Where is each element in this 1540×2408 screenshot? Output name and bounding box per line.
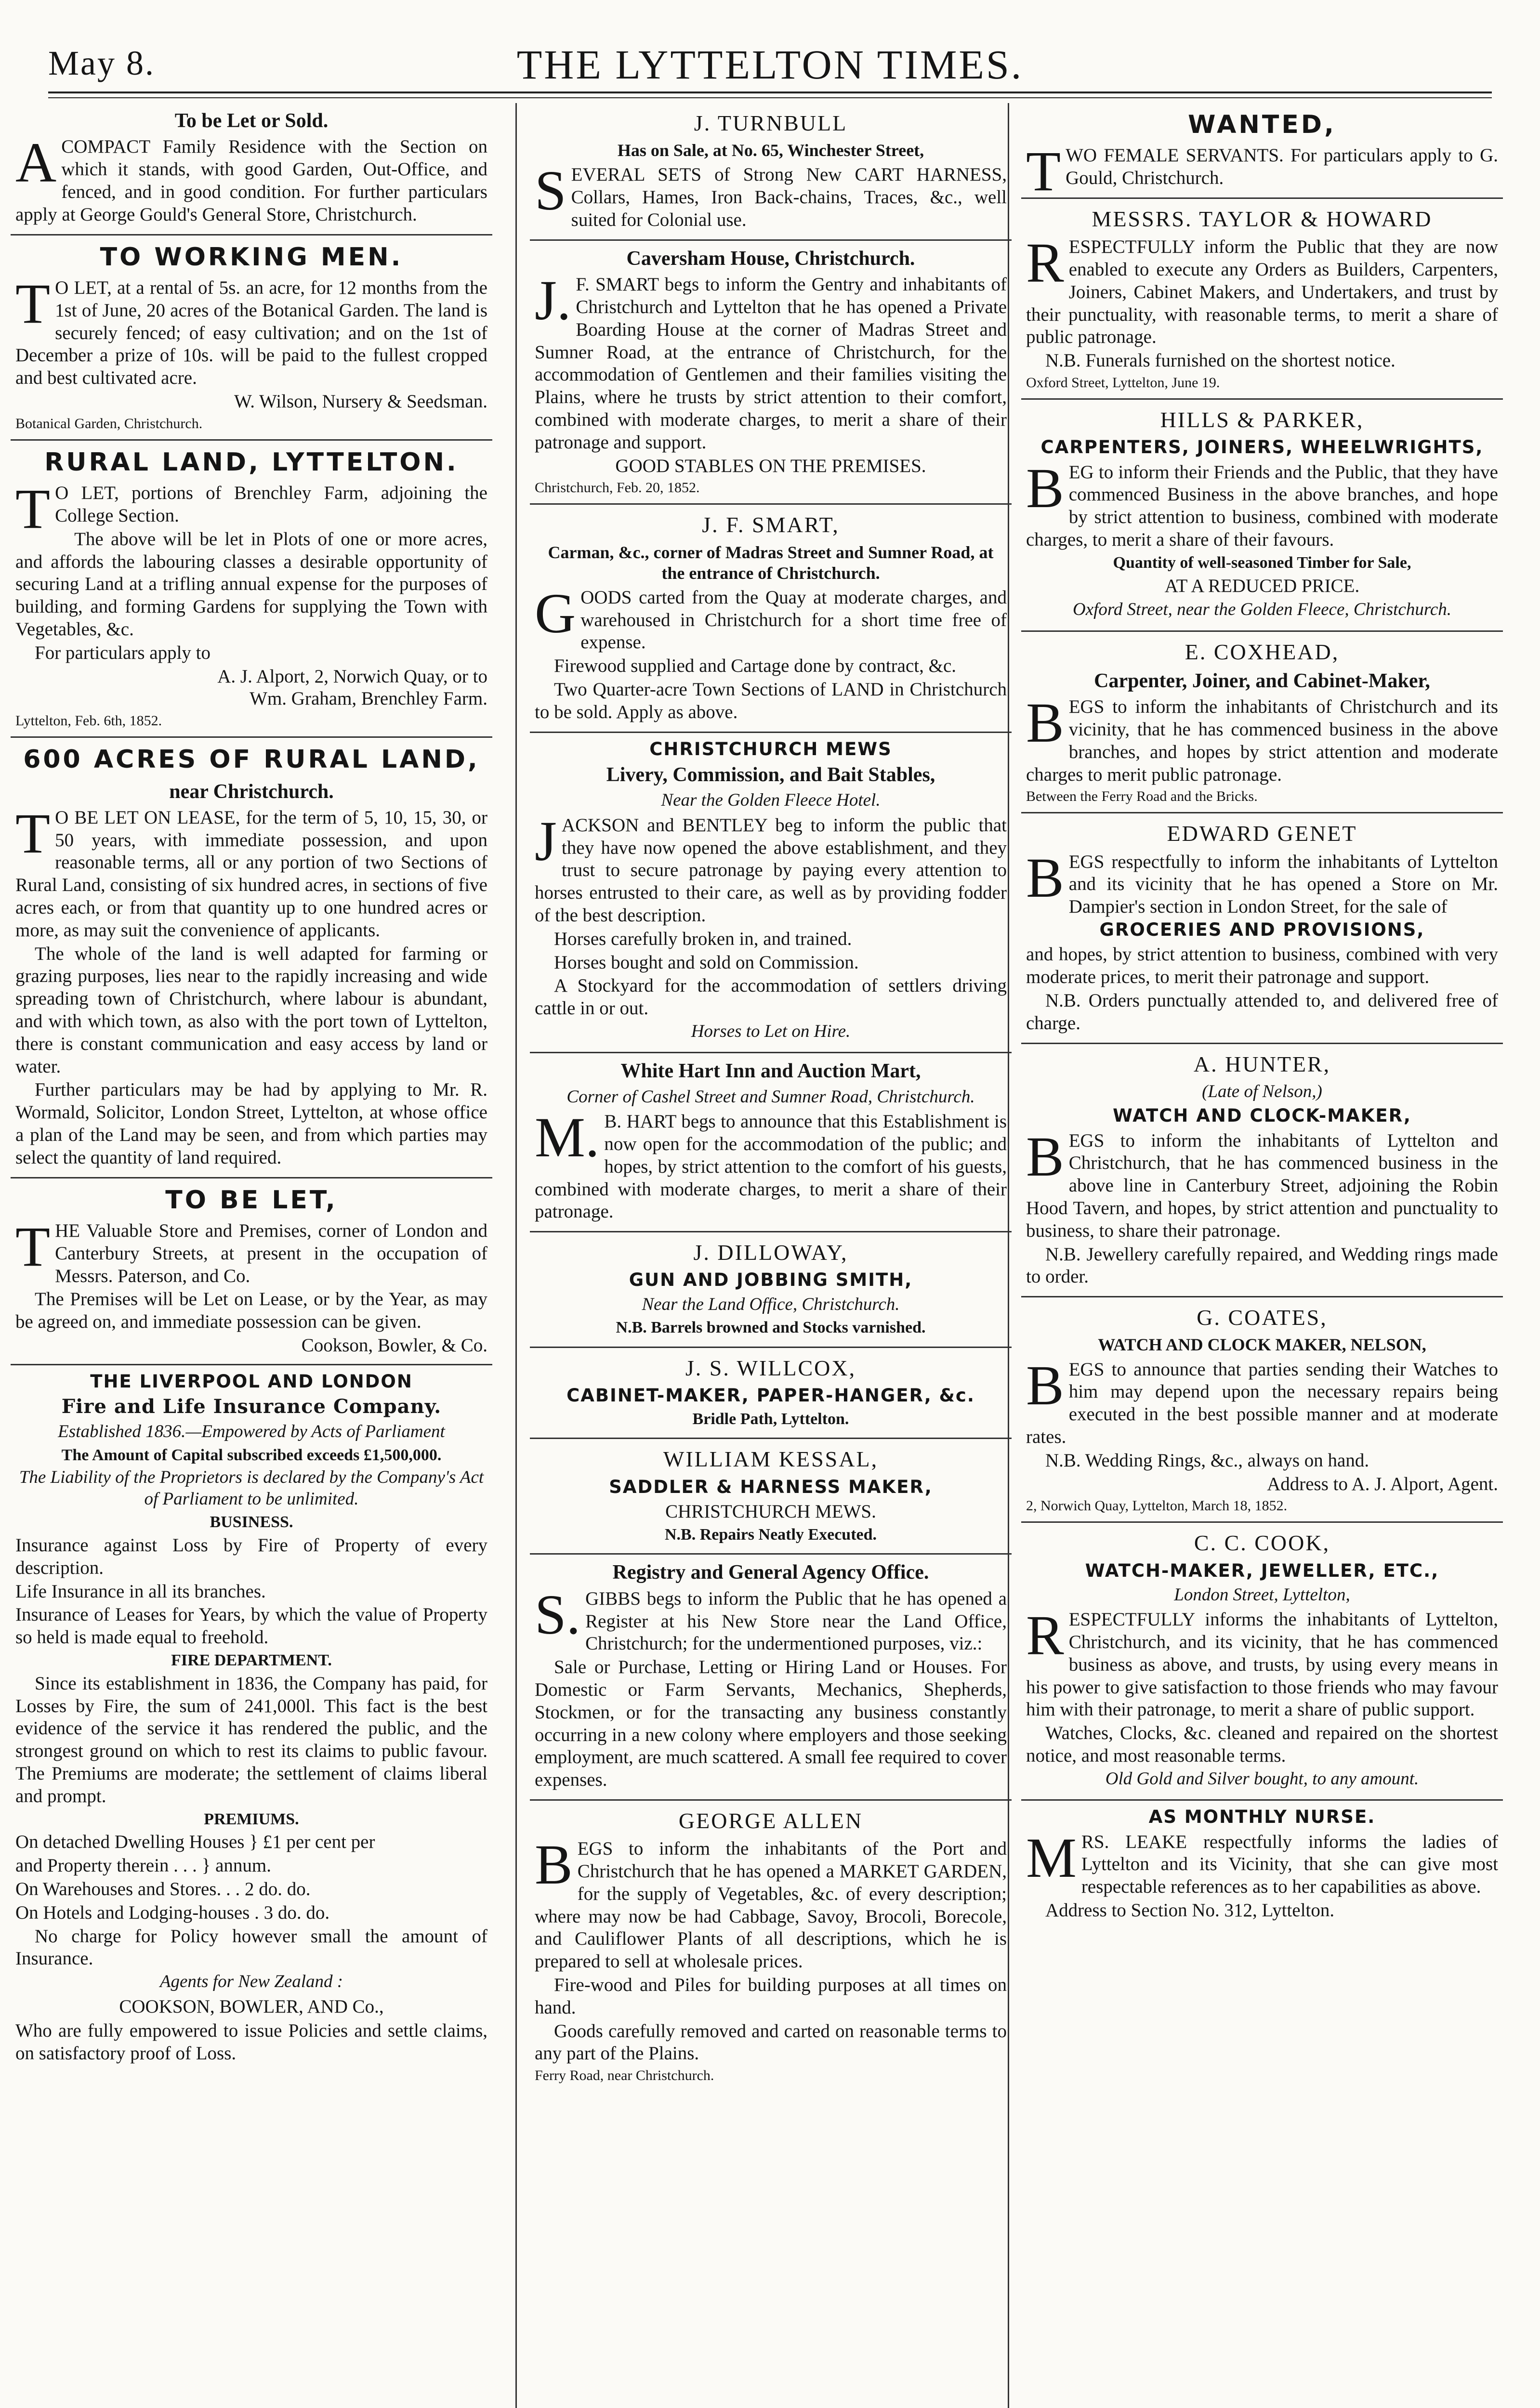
ad-body: BEGS respectfully to inform the inhabitants of Lyttelton and its vicinity that he has opened a Store on Mr. Dampier's section in London Street, for the sale of	[1026, 846, 1498, 917]
ad-title: To be Let or Sold.	[174, 110, 329, 132]
ad-footer: Between the Ferry Road and the Bricks.	[1026, 788, 1258, 805]
ad-subtitle: WATCH AND CLOCK MAKER, NELSON,	[1098, 1335, 1426, 1355]
ad-cook	[1021, 1523, 1503, 1801]
ad-body: THE Valuable Store and Premises, corner of London and Canterbury Streets, at present in the occupation of Messrs. Paterson, and Co.	[15, 1215, 487, 1286]
ad-body: The Premises will be Let on Lease, or by the Year, as may be agreed on, and immediate possession can be given.	[15, 1289, 487, 1333]
section-heading: FIRE DEPARTMENT.	[171, 1651, 332, 1669]
ad-body: Who are fully empowered to issue Policies and settle claims, on satisfactory proof of Loss.	[15, 2020, 487, 2064]
ad-body: S.GIBBS begs to inform the Public that he has opened a Register at his New Store near the Land Office, Christchurch; for the undermentioned purposes, viz.:	[535, 1583, 1007, 1654]
ad-title: WANTED,	[1188, 110, 1336, 139]
ad-to-let-or-sold	[11, 103, 492, 236]
premium-row: and Property therein . . . } annum.	[15, 1855, 272, 1876]
ad-liability: The Liability of the Proprietors is declared by the Company's Act of Parliament to be unlimited.	[19, 1467, 484, 1509]
agents-heading: Agents for New Zealand :	[159, 1972, 343, 1992]
ad-subtitle: Has on Sale, at No. 65, Winchester Street,	[617, 141, 924, 160]
ad-subtitle: WATCH AND CLOCK-MAKER,	[1113, 1105, 1411, 1126]
ad-body: Since its establishment in 1836, the Company has paid, for Losses by Fire, the sum of 241,000l. This fact is the best evidence of the service it has rendered the public, and the strongest ground on which to rest its claims to public favour. The Premiums are moderate; the settlement of claims liberal and prompt.	[15, 1673, 487, 1806]
ad-coates	[1021, 1297, 1503, 1523]
ad-rural-land-lyttelton	[11, 441, 492, 738]
ad-to-be-let	[11, 1178, 492, 1365]
ad-title: TO BE LET,	[165, 1185, 338, 1215]
ad-body: ACOMPACT Family Residence with the Section on which it stands, with good Garden, Out-Office, and fenced, and in good condition. For further particulars apply at George Gould's General Store, Christchurch.	[15, 131, 487, 225]
ad-title: THE LIVERPOOL AND LONDON	[90, 1371, 413, 1392]
ad-title: MESSRS. TAYLOR & HOWARD	[1092, 206, 1433, 231]
ad-body: The above will be let in Plots of one or more acres, and affords the labouring classes a desirable opportunity of securing Land at a trifling annual expense for the purposes of building, and forming Gardens for supplying the Town with Vegetables, &c.	[15, 528, 487, 640]
ad-body: Insurance against Loss by Fire of Property of every description.	[15, 1534, 487, 1578]
ad-body: and hopes, by strict attention to business, combined with very moderate prices, to merit their patronage and support.	[1026, 944, 1498, 988]
ad-body: Firewood supplied and Cartage done by contract, &c.	[554, 655, 957, 677]
ad-subtitle: WATCH-MAKER, JEWELLER, ETC.,	[1085, 1560, 1439, 1581]
ad-signature: A. J. Alport, 2, Norwich Quay, or to	[217, 666, 487, 687]
ad-footer: Ferry Road, near Christchurch.	[535, 2068, 714, 2084]
ad-body: TO LET, portions of Brenchley Farm, adjoining the College Section.	[15, 477, 487, 541]
ad-title: CHRISTCHURCH MEWS	[649, 738, 892, 759]
ad-taylor-howard	[1021, 199, 1503, 400]
ad-title: HILLS & PARKER,	[1160, 407, 1364, 432]
ad-subtitle: GUN AND JOBBING SMITH,	[629, 1269, 913, 1291]
ad-body: N.B. Wedding Rings, &c., always on hand.	[1045, 1450, 1369, 1471]
ad-body: Address to Section No. 312, Lyttelton.	[1045, 1900, 1335, 1921]
section-heading: PREMIUMS.	[204, 1810, 299, 1828]
ad-capital: The Amount of Capital subscribed exceeds £1,500,000.	[61, 1446, 442, 1464]
ad-signature: Cookson, Bowler, & Co.	[301, 1335, 487, 1356]
ad-established: Established 1836.—Empowered by Acts of Parliament	[58, 1422, 445, 1442]
ad-body: SEVERAL SETS of Strong New CART HARNESS, Collars, Hames, Iron Back-chains, Traces, &c., well suited for Colonial use.	[535, 159, 1007, 230]
column-2	[530, 103, 1012, 2408]
ad-body: RESPECTFULLY inform the Public that they are now enabled to execute any Orders as Builders, Carpenters, Joiners, Cabinet Makers, and Undertakers, and trust by their punctuality, with reasonable terms, to merit a share of public patronage.	[1026, 231, 1498, 348]
ad-george-allen	[530, 1801, 1012, 2091]
ad-caversham-house	[530, 241, 1012, 505]
agents-name: COOKSON, BOWLER, AND Co.,	[119, 1996, 384, 2017]
ad-edward-genet	[1021, 813, 1503, 1044]
ad-location: London Street, Lyttelton,	[1174, 1584, 1350, 1605]
ad-subtitle: Carman, &c., corner of Madras Street and Sumner Road, at the entrance of Christchurch.	[548, 542, 994, 583]
ad-title: E. COXHEAD,	[1185, 639, 1340, 664]
ad-body: The whole of the land is well adapted for farming or grazing purposes, lies near to the rapidly increasing and wide spreading town of Christchurch, where labour is abundant, and with which town, as also with the port town of Lyttelton, there is constant communication and easy access by land or water.	[15, 943, 487, 1077]
ad-liverpool-london-insurance	[11, 1365, 492, 2073]
ad-title: J. TURNBULL	[694, 111, 848, 135]
ad-signature: Wm. Graham, Brenchley Farm.	[250, 688, 487, 709]
ad-body: TO LET, at a rental of 5s. an acre, for 12 months from the 1st of June, 20 acres of the Botanical Garden. The land is securely fenced; of easy cultivation; and on the 1st of December a prize of 10s. will be paid to the fullest cropped and best cultivated acre.	[15, 272, 487, 389]
ad-body: Horses carefully broken in, and trained.	[554, 928, 852, 949]
ad-subtitle: near Christchurch.	[169, 780, 334, 803]
ad-kessal	[530, 1439, 1012, 1555]
masthead-rule	[48, 92, 1492, 93]
ad-subtitle: Fire and Life Insurance Company.	[61, 1395, 442, 1418]
ad-subtitle: CARPENTERS, JOINERS, WHEELWRIGHTS,	[1040, 437, 1484, 458]
ad-note: GOOD STABLES ON THE PREMISES.	[615, 455, 926, 476]
ad-footer: Botanical Garden, Christchurch.	[15, 415, 203, 432]
column-1	[11, 103, 492, 2408]
ad-white-hart-inn	[530, 1053, 1012, 1232]
masthead-rule-thin	[48, 97, 1492, 98]
ad-body: Horses bought and sold on Commission.	[554, 952, 859, 973]
premium-row: On detached Dwelling Houses } £1 per cent per	[15, 1832, 375, 1853]
ad-footer: Horses to Let on Hire.	[691, 1021, 851, 1042]
ad-body: A Stockyard for the accommodation of settlers driving cattle in or out.	[535, 975, 1007, 1019]
ad-body: Fire-wood and Piles for building purposes at all times on hand.	[535, 1975, 1007, 2018]
ad-footer: Old Gold and Silver bought, to any amount.	[1105, 1768, 1419, 1789]
ad-signature: W. Wilson, Nursery & Seedsman.	[234, 391, 487, 412]
newspaper-title: THE LYTTELTON TIMES.	[516, 41, 1024, 88]
ad-title: TO WORKING MEN.	[100, 242, 403, 272]
ad-dilloway	[530, 1232, 1012, 1348]
ad-body: Life Insurance in all its branches.	[15, 1581, 266, 1602]
ad-signature: Address to A. J. Alport, Agent.	[1267, 1473, 1498, 1494]
ad-body: BEGS to inform the inhabitants of Lyttelton and Christchurch, that he has commenced business in the above line in Canterbury Street, adjoining the Robin Hood Tavern, and hopes, by strict attention and punctuality to business, to share their patronage.	[1026, 1125, 1498, 1241]
ad-smart-carman	[530, 505, 1012, 733]
ad-note: Bridle Path, Lyttelton.	[692, 1410, 849, 1428]
section-heading: BUSINESS.	[210, 1513, 293, 1531]
ad-monthly-nurse	[1021, 1801, 1503, 1930]
ad-note: (Late of Nelson,)	[1202, 1081, 1322, 1101]
ad-note: N.B. Repairs Neatly Executed.	[664, 1525, 877, 1544]
ad-body: BEGS to inform the inhabitants of the Port and Christchurch that he has opened a MARKET GARDEN, for the supply of Vegetables, &c. of every description; where may now be had Cabbage, Savoy, Brocoli, Borecole, and Cauliflower Plants of all descriptions, which he is prepared to sell at wholesale prices.	[535, 1833, 1007, 1972]
ad-hills-parker	[1021, 400, 1503, 632]
ad-location: Near the Golden Fleece Hotel.	[661, 790, 881, 811]
ad-body: Sale or Purchase, Letting or Hiring Land or Houses. For Domestic or Farm Servants, Mechanics, Shepherds, Stockmen, or for the transacting any business constantly occurring in a new colony where employers and those seeking employment, are much scattered. A small fee required to cover expenses.	[535, 1657, 1007, 1791]
ad-note: Quantity of well-seasoned Timber for Sale,	[1113, 553, 1411, 572]
ad-body: BEGS to announce that parties sending their Watches to him may depend upon the necessary repairs being executed in the best possible manner and at moderate rates.	[1026, 1353, 1498, 1447]
ad-title: A. HUNTER,	[1193, 1051, 1331, 1076]
ad-wanted	[1021, 103, 1503, 203]
ad-body: No charge for Policy however small the amount of Insurance.	[15, 1925, 487, 1969]
ad-subtitle: CABINET-MAKER, PAPER-HANGER, &c.	[566, 1385, 975, 1406]
ad-body: For particulars apply to	[35, 642, 211, 663]
ad-600-acres	[11, 738, 492, 1178]
ad-subtitle: Livery, Commission, and Bait Stables,	[606, 764, 935, 786]
premium-row: On Warehouses and Stores. . . 2 do. do.	[15, 1878, 311, 1899]
ad-body: TWO FEMALE SERVANTS. For particulars apply to G. Gould, Christchurch.	[1026, 140, 1498, 203]
masthead	[48, 34, 1492, 87]
ad-location: Oxford Street, near the Golden Fleece, Christchurch.	[1072, 600, 1452, 620]
ad-subtitle-2: CHRISTCHURCH MEWS.	[665, 1501, 876, 1522]
ad-title: Caversham House, Christchurch.	[626, 247, 915, 270]
ad-title: G. COATES,	[1197, 1305, 1328, 1330]
ad-title: C. C. COOK,	[1194, 1531, 1330, 1556]
premium-row: On Hotels and Lodging-houses . 3 do. do.	[15, 1902, 330, 1923]
ad-title: White Hart Inn and Auction Mart,	[620, 1060, 921, 1083]
ad-registry-office	[530, 1555, 1012, 1801]
ad-body: J.F. SMART begs to inform the Gentry and inhabitants of Christchurch and Lyttelton that he has opened a Private Boarding House at the corner of Madras Street and Sumner Road, at the entrance of Christchurch, for the accommodation of Gentlemen and their families visiting the Plains, where he trusts by strict attention to their comfort, combined with moderate charges, to merit a share of their patronage and support.	[535, 269, 1007, 453]
ad-footer: 2, Norwich Quay, Lyttelton, March 18, 1852.	[1026, 1498, 1288, 1514]
ad-body: Two Quarter-acre Town Sections of LAND in Christchurch to be sold. Apply as above.	[535, 679, 1007, 722]
ad-note-2: AT A REDUCED PRICE.	[1164, 575, 1360, 596]
ad-footer: Christchurch, Feb. 20, 1852.	[535, 480, 700, 496]
ad-title: RURAL LAND, LYTTELTON.	[44, 447, 459, 477]
ad-title: J. S. WILLCOX,	[685, 1355, 856, 1380]
ad-body: BEG to inform their Friends and the Public, that they have commenced Business in the above branches, and hope by strict attention to business, combined with moderate charges, to merit a share of their favours.	[1026, 456, 1498, 550]
ad-working-men	[11, 236, 492, 441]
ad-title: GEORGE ALLEN	[678, 1808, 863, 1833]
ad-title: AS MONTHLY NURSE.	[1148, 1806, 1376, 1828]
ad-title: 600 ACRES OF RURAL LAND,	[23, 745, 480, 774]
ad-subtitle: SADDLER & HARNESS MAKER,	[609, 1476, 933, 1497]
ad-coxhead	[1021, 632, 1503, 814]
ad-body: N.B. Orders punctually attended to, and delivered free of charge.	[1026, 990, 1498, 1034]
ad-note: N.B. Barrels browned and Stocks varnished.	[616, 1319, 926, 1337]
ad-body: BEGS to inform the inhabitants of Christchurch and its vicinity, that he has commenced business in the above branches, and hopes by strict attention and moderate charges to merit public patronage.	[1026, 691, 1498, 785]
ad-hunter	[1021, 1044, 1503, 1298]
ad-footer: Oxford Street, Lyttelton, June 19.	[1026, 374, 1220, 391]
ad-body: Goods carefully removed and carted on reasonable terms to any part of the Plains.	[535, 2020, 1007, 2064]
ad-title: EDWARD GENET	[1167, 821, 1357, 846]
ad-christchurch-mews	[530, 733, 1012, 1054]
ad-willcox	[530, 1348, 1012, 1439]
ad-body: JACKSON and BENTLEY beg to inform the public that they have now opened the above establishment, and they trust to secure patronage by paying every attention to horses entrusted to their care, as well as by providing fodder of the best description.	[535, 809, 1007, 926]
ad-turnbull	[530, 103, 1012, 241]
ad-title: WILLIAM KESSAL,	[663, 1447, 879, 1472]
ad-body: N.B. Funerals furnished on the shortest notice.	[1045, 350, 1395, 371]
ad-title: J. DILLOWAY,	[693, 1240, 848, 1265]
ad-footer: Lyttelton, Feb. 6th, 1852.	[15, 713, 162, 729]
ad-body: GOODS carted from the Quay at moderate charges, and warehoused in Christchurch for a short time free of expense.	[535, 581, 1007, 653]
ad-location: Corner of Cashel Street and Sumner Road, Christchurch.	[566, 1086, 975, 1107]
ad-subtitle: GROCERIES AND PROVISIONS,	[1099, 919, 1425, 941]
ad-location: Near the Land Office, Christchurch.	[642, 1294, 900, 1314]
ad-body: N.B. Jewellery carefully repaired, and Wedding rings made to order.	[1026, 1243, 1498, 1287]
ad-body: RESPECTFULLY informs the inhabitants of Lyttelton, Christchurch, and its vicinity, that he has commenced business as above, and trusts, by using every means in his power to give satisfaction to those friends who may favour him with their patronage, to merit a share of public support.	[1026, 1604, 1498, 1720]
ad-body: TO BE LET ON LEASE, for the term of 5, 10, 15, 30, or 50 years, with immediate possession, and upon reasonable terms, all or any portion of two Sections of Rural Land, consisting of six hundred acres, in sections of five acres each, or from that quantity up to one hundred acres or more, as may suit the convenience of applicants.	[15, 801, 487, 941]
column-3	[1021, 103, 1503, 2408]
column-divider	[515, 103, 517, 2408]
ad-body: Insurance of Leases for Years, by which the value of Property so held is made equal to freehold.	[15, 1604, 487, 1648]
ad-body: M.B. HART begs to announce that this Establishment is now open for the accommodation of the public; and hopes, by strict attention to the comfort of his guests, combined with moderate charges, to merit a share of their patronage.	[535, 1106, 1007, 1222]
ad-body: Watches, Clocks, &c. cleaned and repaired on the shortest notice, and most reasonable terms.	[1026, 1723, 1498, 1767]
ad-body: MRS. LEAKE respectfully informs the ladies of Lyttelton and its Vicinity, that she can give most respectable references as to her capabilities as above.	[1026, 1826, 1498, 1898]
issue-date: May 8.	[48, 44, 155, 82]
ad-subtitle: Carpenter, Joiner, and Cabinet-Maker,	[1094, 669, 1430, 692]
ad-body: Further particulars may be had by applying to Mr. R. Wormald, Solicitor, London Street, Lyttelton, at whose office a plan of the Land may be seen, and from which parties may select the quantity of land required.	[15, 1079, 487, 1168]
ad-title: J. F. SMART,	[702, 512, 840, 537]
ad-title: Registry and General Agency Office.	[612, 1561, 929, 1584]
